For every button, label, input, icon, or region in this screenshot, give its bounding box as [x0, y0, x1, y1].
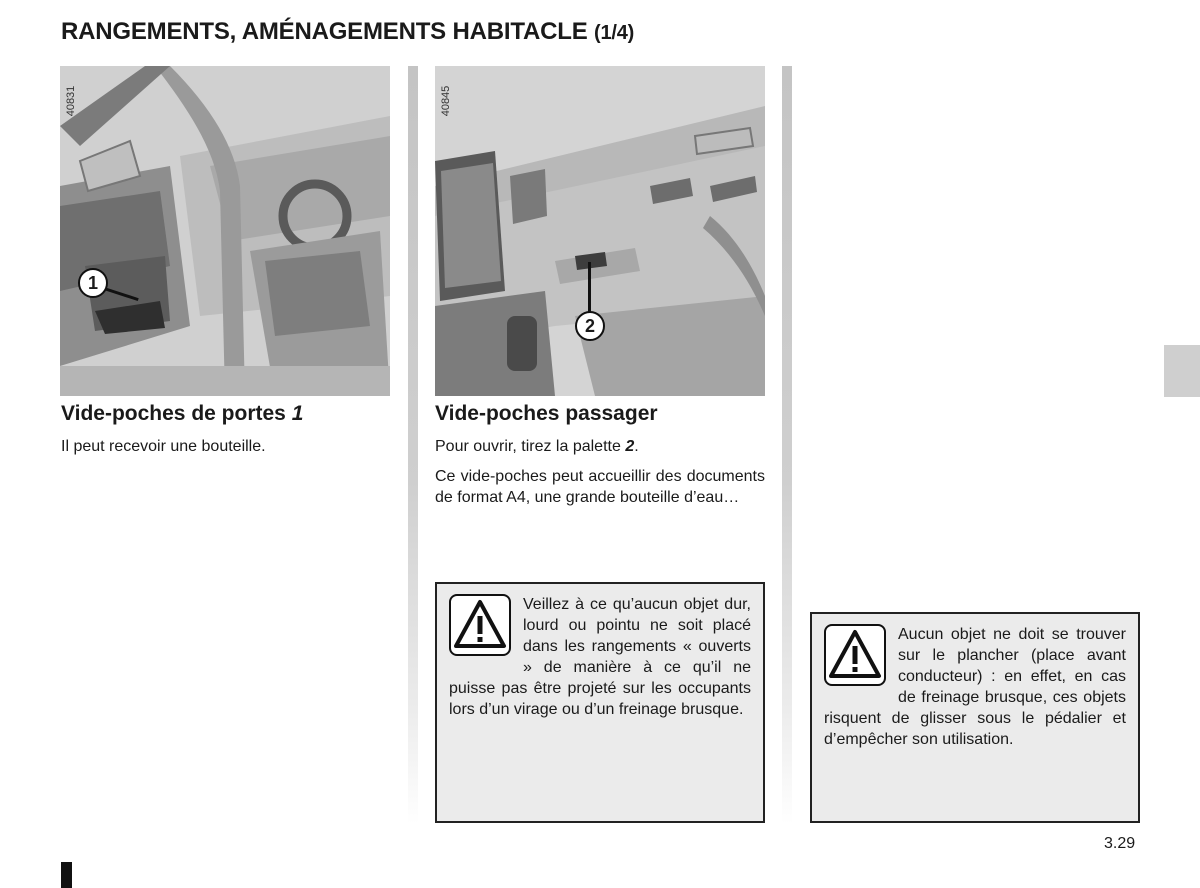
warning-box-floor	[810, 612, 1140, 823]
warning-text-storage: Veillez à ce qu’aucun objet dur, lourd ou pointu ne soit placé dans les rangements « ouverts » de manière à ce qu’il ne puisse pas être projeté sur les occupants lors d’un virage ou d’un freinage brusque.	[449, 596, 751, 718]
palette-reference: 2	[625, 438, 635, 455]
column-divider-left	[408, 66, 418, 824]
door-interior-illustration	[60, 66, 390, 396]
dashboard-illustration	[435, 66, 765, 396]
passenger-pocket-capacity: Ce vide-poches peut accueillir des documents de format A4, une grande bouteille d’eau…	[435, 468, 765, 506]
callout-marker-1: 1	[78, 268, 108, 298]
warning-triangle-icon	[824, 624, 886, 686]
page-number: 3.29	[1104, 835, 1136, 852]
column-divider-right	[782, 66, 792, 824]
door-pocket-photo	[60, 66, 390, 396]
warning-triangle-icon	[449, 594, 511, 656]
passenger-pocket-photo	[435, 66, 765, 396]
page-title-suffix: (1/4)	[594, 22, 635, 44]
heading-reference: 1	[291, 402, 304, 425]
callout-leader-line	[588, 262, 591, 312]
callout-marker-2: 2	[575, 311, 605, 341]
door-pocket-heading: Vide-poches de portes 1	[61, 402, 304, 425]
page-edge-marker	[61, 862, 72, 888]
page-title-text: RANGEMENTS, AMÉNAGEMENTS HABITACLE	[61, 18, 588, 45]
passenger-pocket-instruction: Pour ouvrir, tirez la palette 2.	[435, 438, 639, 455]
warning-text-floor: Aucun objet ne doit se trouver sur le plancher (place avant conducteur) : en effet, en cas de freinage brusque, ces objets risquent de glisser sous le pédalier et d’empêcher son utilisation.	[824, 626, 1126, 748]
passenger-pocket-heading: Vide-poches passager	[435, 402, 658, 425]
image-code: 40845	[440, 85, 452, 117]
section-tab	[1164, 345, 1200, 397]
page-title	[61, 18, 634, 46]
image-code: 40831	[65, 85, 77, 117]
warning-box-storage	[435, 582, 765, 823]
door-pocket-text: Il peut recevoir une bouteille.	[61, 438, 266, 455]
